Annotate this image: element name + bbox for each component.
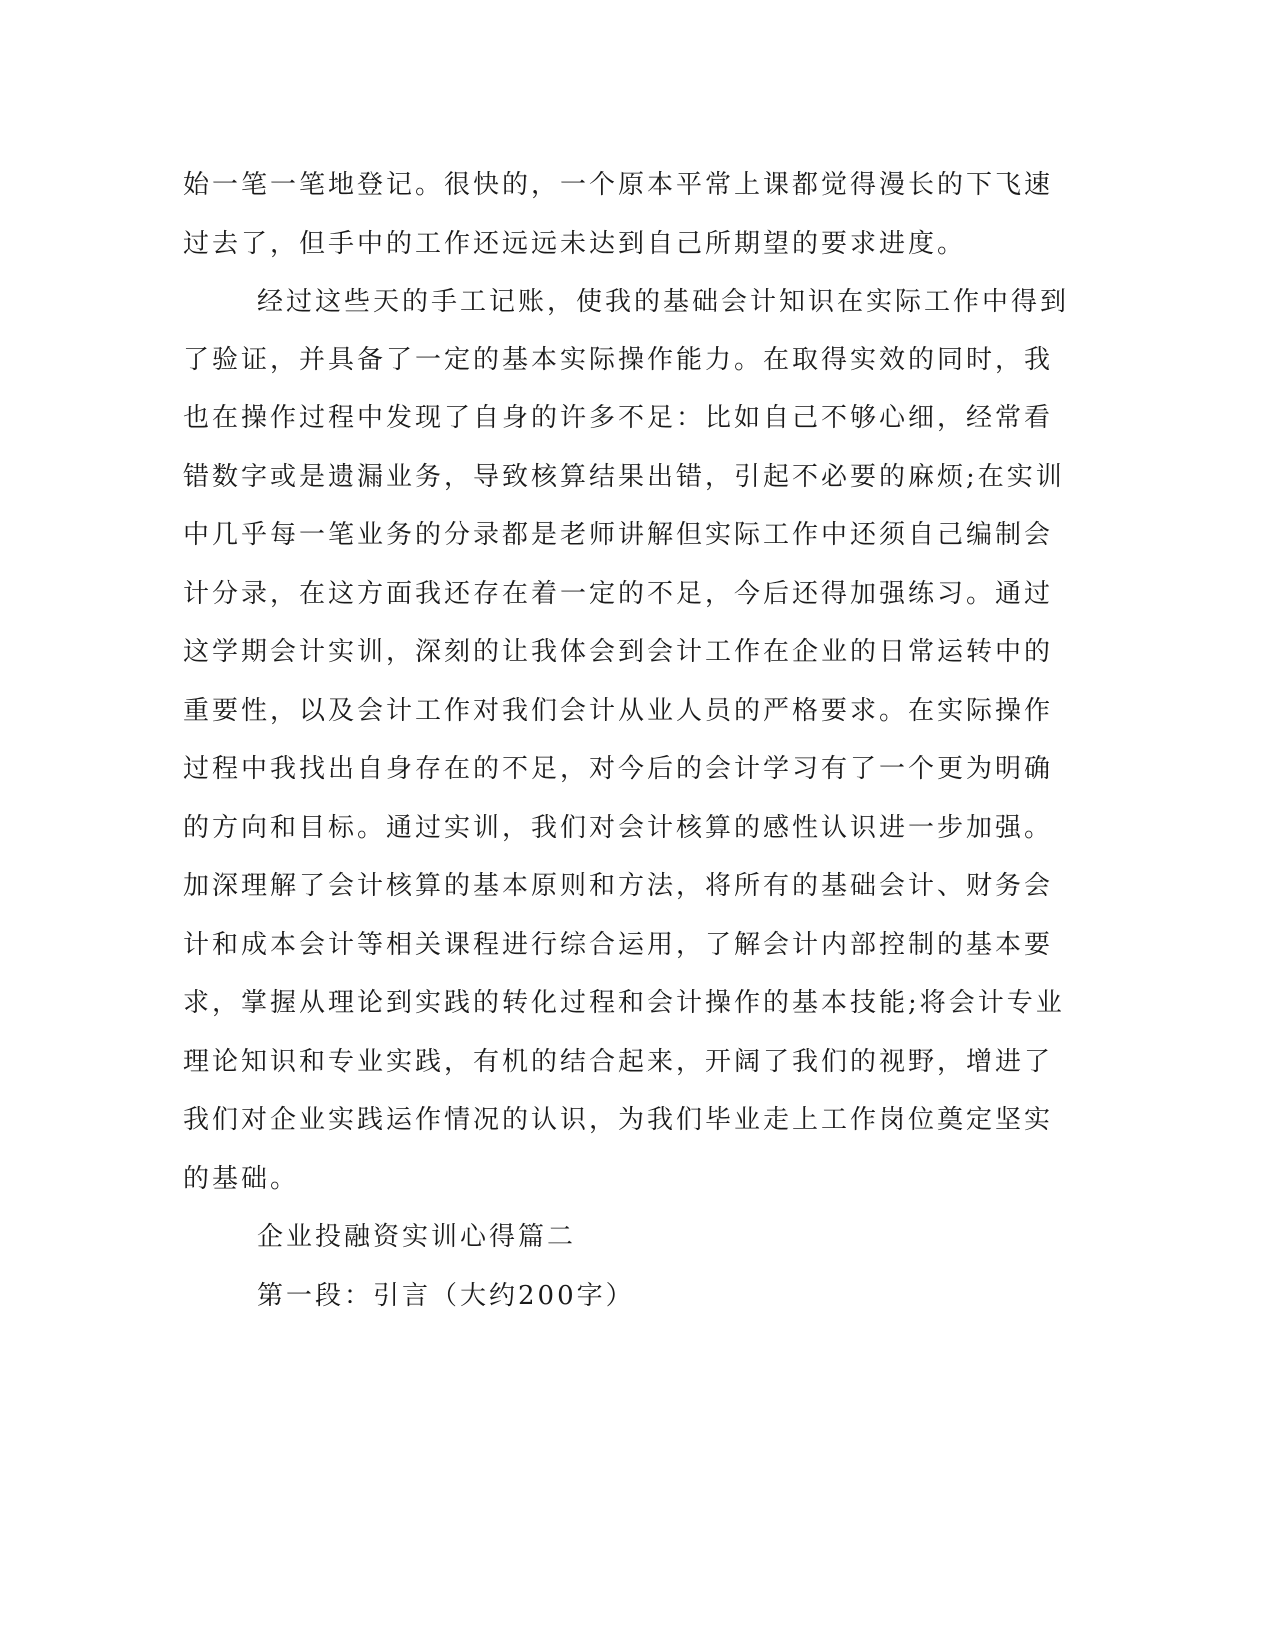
paragraph-line: 重要性，以及会计工作对我们会计从业人员的严格要求。在实际操作 [183,696,1054,726]
subsection-heading: 第一段：引言（大约200字） [257,1281,635,1311]
paragraph-line: 的方向和目标。通过实训，我们对会计核算的感性认识进一步加强。 [183,813,1054,843]
paragraph-line: 过程中我找出自身存在的不足，对今后的会计学习有了一个更为明确 [183,754,1054,784]
paragraph-line: 加深理解了会计核算的基本原则和方法，将所有的基础会计、财务会 [183,871,1054,901]
paragraph-line: 这学期会计实训，深刻的让我体会到会计工作在企业的日常运转中的 [183,637,1054,667]
paragraph-first-line: 经过这些天的手工记账，使我的基础会计知识在实际工作中得到 [257,287,1070,317]
paragraph-line: 始一笔一笔地登记。很快的，一个原本平常上课都觉得漫长的下飞速 [183,170,1054,200]
section-heading: 企业投融资实训心得篇二 [257,1222,577,1252]
paragraph-line: 的基础。 [183,1164,300,1194]
paragraph-line: 计和成本会计等相关课程进行综合运用，了解会计内部控制的基本要 [183,930,1054,960]
paragraph-line: 过去了，但手中的工作还远远未达到自己所期望的要求进度。 [183,229,967,259]
paragraph-line: 理论知识和专业实践，有机的结合起来，开阔了我们的视野，增进了 [183,1047,1054,1077]
paragraph-line: 也在操作过程中发现了自身的许多不足：比如自己不够心细，经常看 [183,403,1054,433]
paragraph-line: 计分录，在这方面我还存在着一定的不足，今后还得加强练习。通过 [183,579,1054,609]
paragraph-line: 错数字或是遗漏业务，导致核算结果出错，引起不必要的麻烦;在实训 [183,462,1065,492]
paragraph-line: 我们对企业实践运作情况的认识，为我们毕业走上工作岗位奠定坚实 [183,1105,1054,1135]
paragraph-line: 了验证，并具备了一定的基本实际操作能力。在取得实效的同时，我 [183,345,1054,375]
paragraph-line: 中几乎每一笔业务的分录都是老师讲解但实际工作中还须自己编制会 [183,520,1054,550]
paragraph-line: 求，掌握从理论到实践的转化过程和会计操作的基本技能;将会计专业 [183,988,1065,1018]
